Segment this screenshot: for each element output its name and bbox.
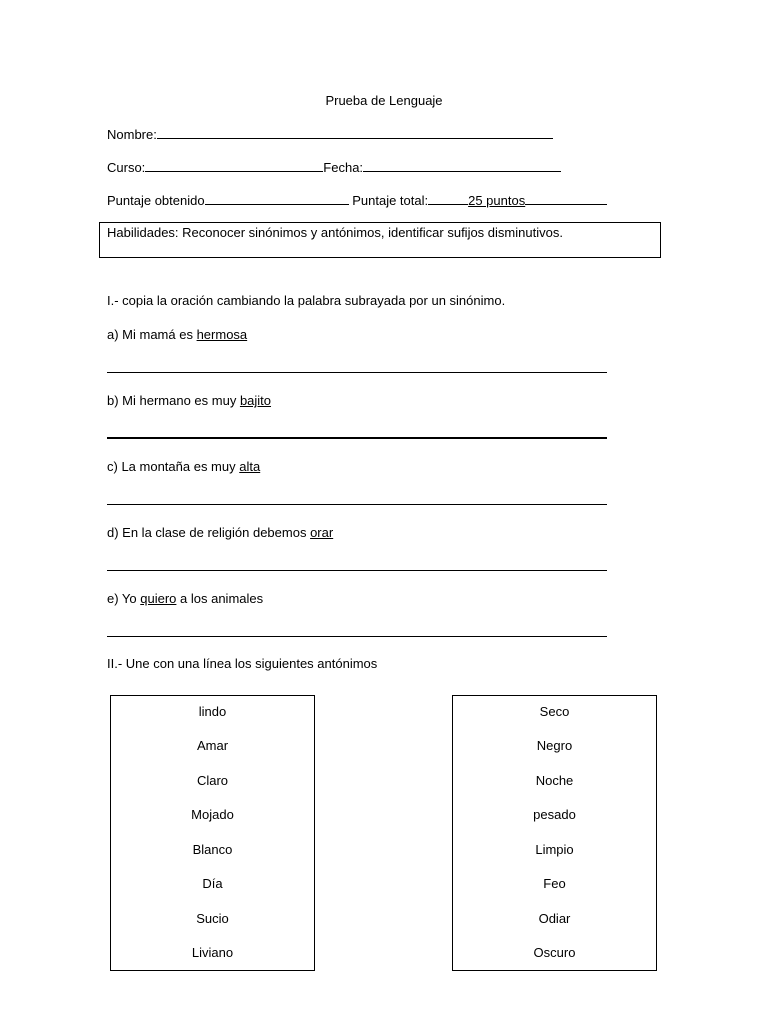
question-c xyxy=(107,459,260,474)
right-word[interactable]: Feo xyxy=(543,876,566,891)
date-label: Fecha: xyxy=(323,160,364,175)
question-prefix: c) La montaña es muy xyxy=(107,459,240,474)
question-d xyxy=(107,525,333,540)
score-total-blank-pre xyxy=(428,192,468,205)
section1-title: I.- copia la oración cambiando la palabra subrayada por un sinónimo. xyxy=(107,293,506,308)
left-word[interactable]: Sucio xyxy=(196,911,229,926)
name-field-row xyxy=(107,126,553,142)
right-word[interactable]: Oscuro xyxy=(533,945,576,960)
section2-title: II.- Une con una línea los siguientes antónimos xyxy=(107,656,378,671)
left-word[interactable]: Día xyxy=(202,876,223,891)
answer-line-e[interactable] xyxy=(107,636,607,637)
question-prefix: a) Mi mamá es xyxy=(107,327,197,342)
name-label: Nombre: xyxy=(107,127,157,142)
right-word-box xyxy=(452,695,657,971)
question-prefix: b) Mi hermano es muy xyxy=(107,393,240,408)
right-word[interactable]: Noche xyxy=(535,773,574,788)
question-prefix: e) Yo xyxy=(107,591,141,606)
score-total-blank-post xyxy=(525,192,607,205)
right-word[interactable]: pesado xyxy=(533,807,576,822)
answer-line-a[interactable] xyxy=(107,372,607,373)
score-obtained-blank[interactable] xyxy=(205,192,349,205)
question-e xyxy=(107,591,263,606)
right-word[interactable]: Seco xyxy=(539,704,570,719)
course-date-row xyxy=(107,159,561,175)
course-blank[interactable] xyxy=(145,159,323,172)
question-underlined-word: alta xyxy=(239,459,261,474)
date-blank[interactable] xyxy=(363,159,561,172)
left-word[interactable]: Liviano xyxy=(191,945,234,960)
right-word[interactable]: Negro xyxy=(536,738,573,753)
answer-line-b[interactable] xyxy=(107,437,607,439)
right-word[interactable]: Limpio xyxy=(535,842,574,857)
question-underlined-word: bajito xyxy=(239,393,272,408)
score-row xyxy=(107,192,607,208)
question-prefix: d) En la clase de religión debemos xyxy=(107,525,311,540)
left-word[interactable]: lindo xyxy=(198,704,227,719)
left-word[interactable]: Blanco xyxy=(192,842,233,857)
answer-line-c[interactable] xyxy=(107,504,607,505)
right-word[interactable]: Odiar xyxy=(538,911,571,926)
score-total-label: Puntaje total: xyxy=(352,193,429,208)
question-suffix: a los animales xyxy=(176,591,264,606)
course-label: Curso: xyxy=(107,160,146,175)
question-underlined-word: quiero xyxy=(140,591,177,606)
score-obtained-label: Puntaje obtenido xyxy=(107,193,205,208)
question-underlined-word: hermosa xyxy=(196,327,248,342)
name-blank[interactable] xyxy=(157,126,553,139)
question-b xyxy=(107,393,271,408)
left-word[interactable]: Mojado xyxy=(191,807,234,822)
left-word[interactable]: Amar xyxy=(196,738,229,753)
answer-line-d[interactable] xyxy=(107,570,607,571)
left-word[interactable]: Claro xyxy=(196,773,229,788)
score-total-value: 25 puntos xyxy=(468,193,526,208)
left-word-box xyxy=(110,695,315,971)
page-title: Prueba de Lenguaje xyxy=(325,93,443,108)
skills-text: Habilidades: Reconocer sinónimos y antónimos, identificar sufijos disminutivos. xyxy=(107,225,563,240)
question-a xyxy=(107,327,247,342)
question-underlined-word: orar xyxy=(310,525,334,540)
